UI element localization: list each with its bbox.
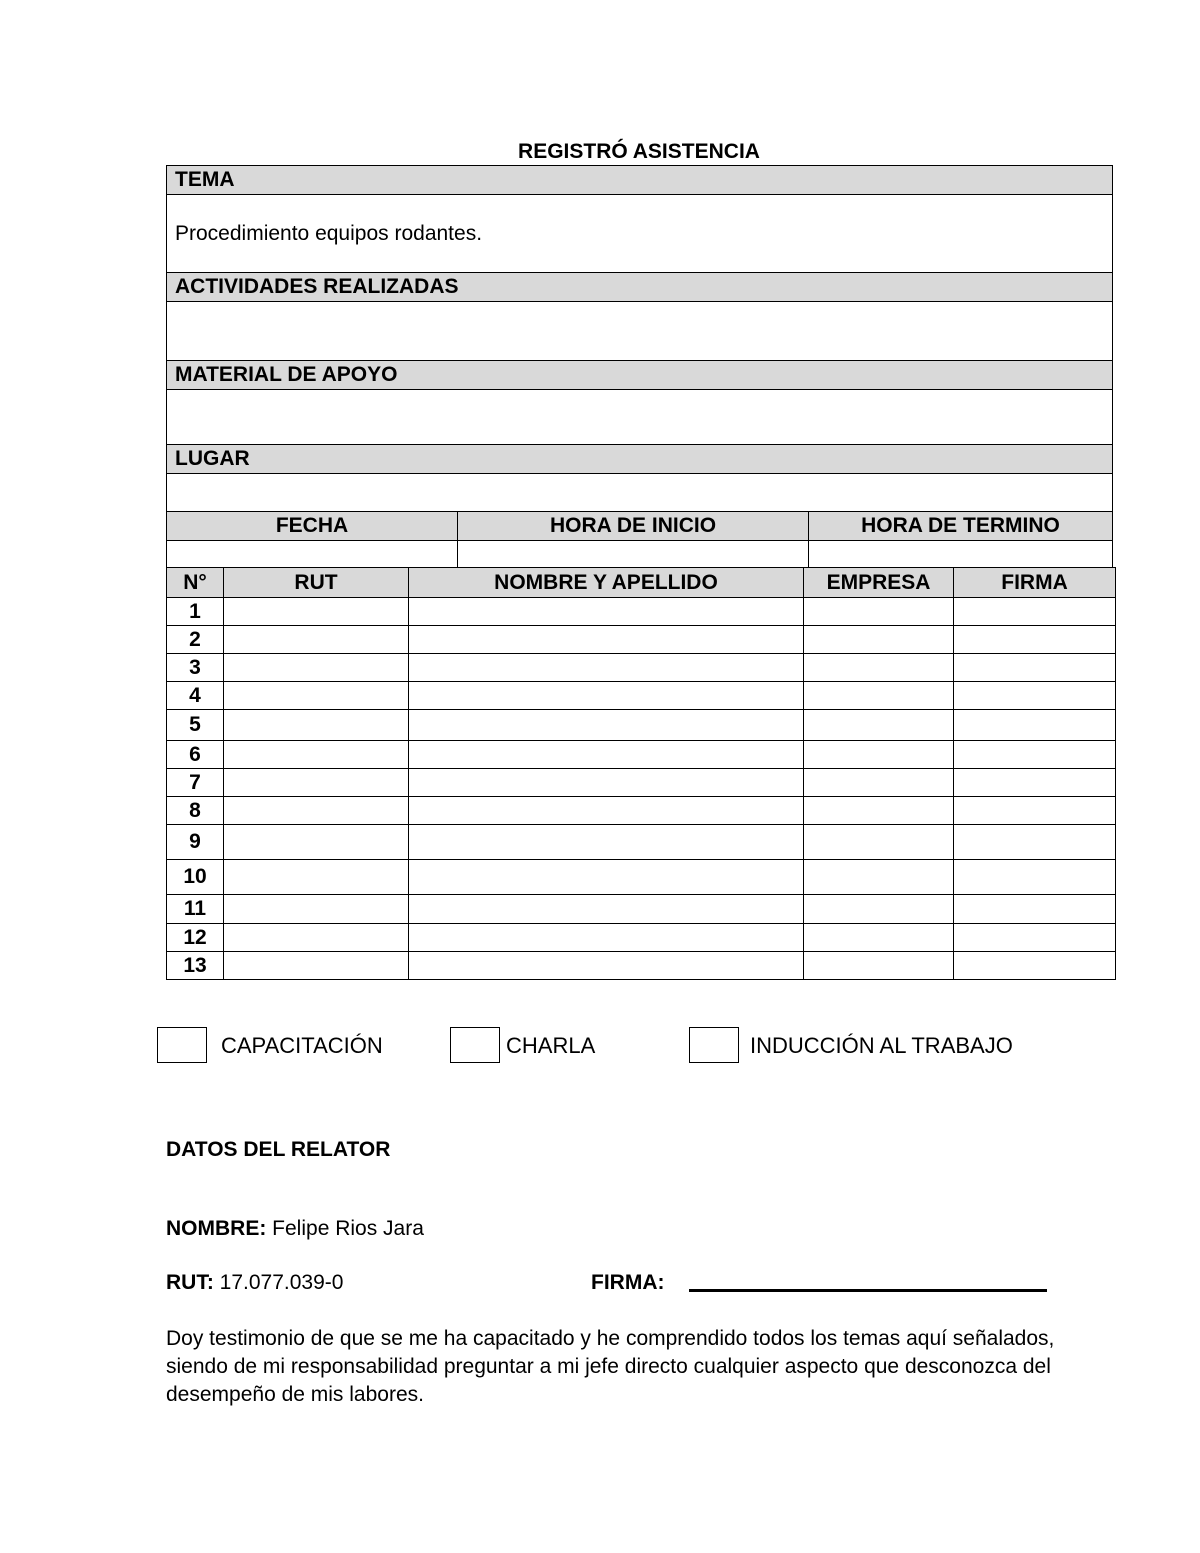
row-number: 10 <box>167 860 224 895</box>
nombre-cell[interactable] <box>409 860 804 895</box>
row-number: 12 <box>167 924 224 952</box>
rut-cell[interactable] <box>224 626 409 654</box>
declaration-text: Doy testimonio de que se me ha capacitado y he comprendido todos los temas aquí señalados, siendo de mi responsabilidad preguntar a mi jefe directo cualquier aspecto que desconozca del desempeño de mis labores. <box>166 1327 1055 1406</box>
lugar-value[interactable] <box>167 474 1113 512</box>
nombre-cell[interactable] <box>409 924 804 952</box>
firma-cell[interactable] <box>954 626 1116 654</box>
nombre-cell[interactable] <box>409 626 804 654</box>
row-number: 8 <box>167 797 224 825</box>
firma-cell[interactable] <box>954 860 1116 895</box>
rut-cell[interactable] <box>224 825 409 860</box>
attendance-row <box>167 952 1116 980</box>
lugar-label: LUGAR <box>167 445 1113 474</box>
col-header-rut: RUT <box>224 568 409 598</box>
row-number: 7 <box>167 769 224 797</box>
nombre-cell[interactable] <box>409 797 804 825</box>
rut-cell[interactable] <box>224 924 409 952</box>
col-header-firma: FIRMA <box>954 568 1116 598</box>
nombre-cell[interactable] <box>409 825 804 860</box>
row-number: 2 <box>167 626 224 654</box>
hora-termino-label: HORA DE TERMINO <box>809 512 1113 541</box>
induccion-checkbox[interactable] <box>689 1027 739 1063</box>
attendance-row <box>167 654 1116 682</box>
rut-cell[interactable] <box>224 682 409 710</box>
row-number: 4 <box>167 682 224 710</box>
nombre-value: Felipe Rios Jara <box>272 1217 424 1240</box>
course-info-table <box>166 165 1113 569</box>
empresa-cell[interactable] <box>804 682 954 710</box>
hora-termino-field[interactable] <box>809 541 1113 569</box>
row-number: 1 <box>167 598 224 626</box>
col-header-nombre: NOMBRE Y APELLIDO <box>409 568 804 598</box>
nombre-cell[interactable] <box>409 598 804 626</box>
nombre-cell[interactable] <box>409 769 804 797</box>
attendance-row <box>167 626 1116 654</box>
rut-cell[interactable] <box>224 895 409 924</box>
fecha-field[interactable] <box>167 541 458 569</box>
fecha-label: FECHA <box>167 512 458 541</box>
rut-cell[interactable] <box>224 860 409 895</box>
attendance-row <box>167 860 1116 895</box>
firma-cell[interactable] <box>954 797 1116 825</box>
firma-cell[interactable] <box>954 769 1116 797</box>
row-number: 5 <box>167 710 224 741</box>
firma-cell[interactable] <box>954 952 1116 980</box>
attendance-row <box>167 825 1116 860</box>
nombre-cell[interactable] <box>409 682 804 710</box>
row-number: 11 <box>167 895 224 924</box>
attendance-table <box>166 567 1116 980</box>
rut-cell[interactable] <box>224 710 409 741</box>
signature-line[interactable] <box>689 1289 1047 1292</box>
nombre-cell[interactable] <box>409 952 804 980</box>
attendance-row <box>167 710 1116 741</box>
material-label: MATERIAL DE APOYO <box>167 361 1113 390</box>
tema-value[interactable]: Procedimiento equipos rodantes. <box>167 195 1113 273</box>
nombre-cell[interactable] <box>409 895 804 924</box>
empresa-cell[interactable] <box>804 598 954 626</box>
relator-heading: DATOS DEL RELATOR <box>166 1138 391 1161</box>
firma-cell[interactable] <box>954 598 1116 626</box>
relator-rut-row <box>166 1271 343 1295</box>
firma-cell[interactable] <box>954 825 1116 860</box>
rut-cell[interactable] <box>224 952 409 980</box>
attendance-row <box>167 797 1116 825</box>
firma-cell[interactable] <box>954 682 1116 710</box>
row-number: 9 <box>167 825 224 860</box>
rut-value: 17.077.039-0 <box>219 1271 344 1294</box>
capacitacion-checkbox[interactable] <box>157 1027 207 1063</box>
empresa-cell[interactable] <box>804 825 954 860</box>
nombre-cell[interactable] <box>409 654 804 682</box>
rut-cell[interactable] <box>224 654 409 682</box>
col-header-empresa: EMPRESA <box>804 568 954 598</box>
attendance-row <box>167 769 1116 797</box>
firma-cell[interactable] <box>954 895 1116 924</box>
attendance-row <box>167 741 1116 769</box>
relator-nombre-row <box>166 1217 424 1241</box>
firma-cell[interactable] <box>954 654 1116 682</box>
induccion-label: INDUCCIÓN AL TRABAJO <box>750 1033 1013 1058</box>
capacitacion-label: CAPACITACIÓN <box>221 1033 383 1058</box>
actividades-label: ACTIVIDADES REALIZADAS <box>167 273 1113 302</box>
empresa-cell[interactable] <box>804 710 954 741</box>
attendance-row <box>167 924 1116 952</box>
empresa-cell[interactable] <box>804 626 954 654</box>
empresa-cell[interactable] <box>804 797 954 825</box>
rut-label: RUT: <box>166 1271 214 1294</box>
charla-checkbox[interactable] <box>450 1027 500 1063</box>
empresa-cell[interactable] <box>804 769 954 797</box>
nombre-label: NOMBRE: <box>166 1217 267 1240</box>
tema-label: TEMA <box>167 166 1113 195</box>
attendance-row <box>167 598 1116 626</box>
empresa-cell[interactable] <box>804 895 954 924</box>
charla-label: CHARLA <box>506 1033 596 1058</box>
empresa-cell[interactable] <box>804 741 954 769</box>
rut-cell[interactable] <box>224 741 409 769</box>
row-number: 3 <box>167 654 224 682</box>
empresa-cell[interactable] <box>804 654 954 682</box>
empresa-cell[interactable] <box>804 952 954 980</box>
firma-cell[interactable] <box>954 924 1116 952</box>
row-number: 6 <box>167 741 224 769</box>
rut-cell[interactable] <box>224 797 409 825</box>
row-number: 13 <box>167 952 224 980</box>
firma-cell[interactable] <box>954 710 1116 741</box>
hora-inicio-label: HORA DE INICIO <box>458 512 809 541</box>
empresa-cell[interactable] <box>804 924 954 952</box>
material-value[interactable] <box>167 390 1113 445</box>
hora-inicio-field[interactable] <box>458 541 809 569</box>
actividades-value[interactable] <box>167 302 1113 361</box>
attendance-row <box>167 895 1116 924</box>
nombre-cell[interactable] <box>409 710 804 741</box>
nombre-cell[interactable] <box>409 741 804 769</box>
firma-cell[interactable] <box>954 741 1116 769</box>
firma-label: FIRMA: <box>591 1271 665 1294</box>
rut-cell[interactable] <box>224 598 409 626</box>
empresa-cell[interactable] <box>804 860 954 895</box>
col-header-num: N° <box>167 568 224 598</box>
rut-cell[interactable] <box>224 769 409 797</box>
document-title: REGISTRÓ ASISTENCIA <box>518 140 760 163</box>
attendance-row <box>167 682 1116 710</box>
